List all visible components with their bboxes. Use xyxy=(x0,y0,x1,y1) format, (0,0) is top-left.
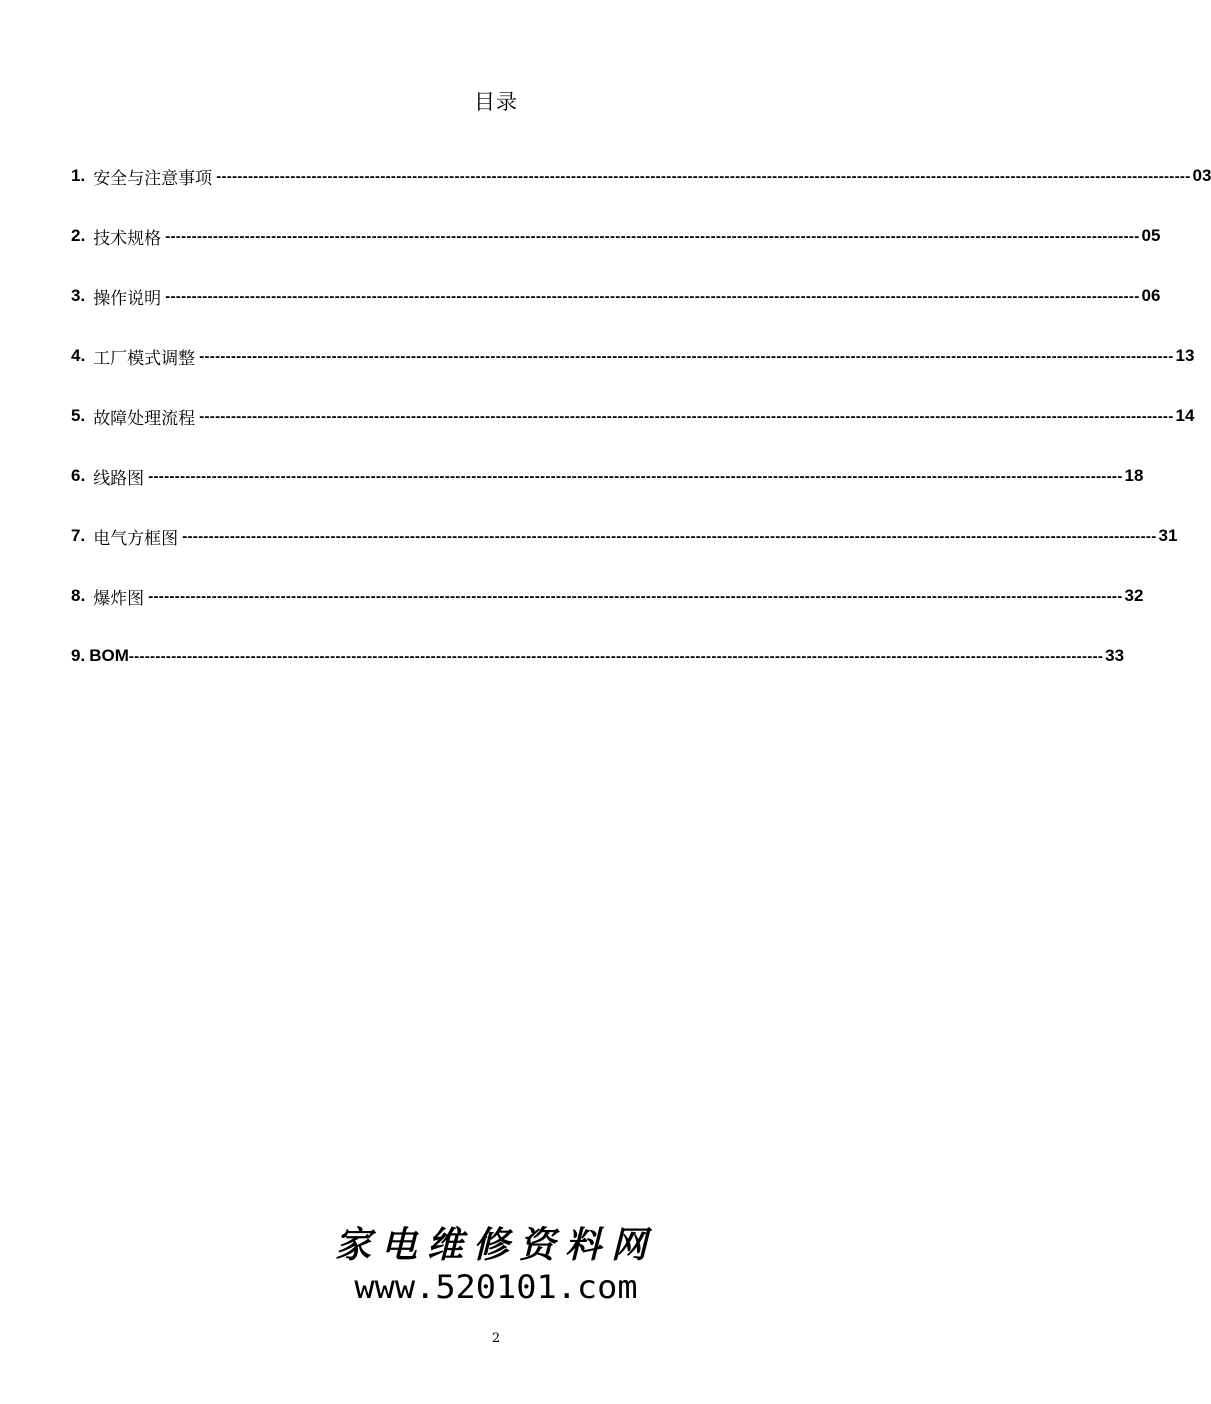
toc-entry-number: 2. xyxy=(71,226,86,245)
toc-entry-number: 4. xyxy=(71,346,86,365)
toc-entry-page: 33 xyxy=(1105,646,1125,665)
toc-entry-number: 9. xyxy=(71,646,86,665)
toc-entry-page: 03 xyxy=(1192,166,1211,185)
toc-entry-7[interactable] xyxy=(71,524,1178,549)
toc-entry-number: 6. xyxy=(71,466,86,485)
site-watermark xyxy=(0,1222,992,1306)
toc-entry-title: 安全与注意事项 xyxy=(93,168,213,189)
toc-entry-4[interactable] xyxy=(71,344,1195,369)
toc-entry-title: 操作说明 xyxy=(93,288,162,309)
toc-entry-title: 技术规格 xyxy=(93,228,162,249)
watermark-site-url: www.520101.com xyxy=(354,1268,638,1306)
toc-dot-leader: ---------------------------------------------------------------------------------------------------------------------------------------------------------------------------------------- xyxy=(199,407,1174,425)
toc-dot-leader: ---------------------------------------------------------------------------------------------------------------------------------------------------------------------------------------- xyxy=(182,527,1157,545)
toc-entry-title: 故障处理流程 xyxy=(93,408,196,429)
toc-dot-leader: ---------------------------------------------------------------------------------------------------------------------------------------------------------------------------------------- xyxy=(165,227,1140,245)
toc-entry-title: 线路图 xyxy=(93,468,145,489)
toc-entry-number: 1. xyxy=(71,166,86,185)
toc-entry-page: 06 xyxy=(1141,286,1161,305)
toc-entry-page: 31 xyxy=(1158,526,1178,545)
toc-dot-leader: ---------------------------------------------------------------------------------------------------------------------------------------------------------------------------------------- xyxy=(199,347,1174,365)
toc-entry-page: 05 xyxy=(1141,226,1161,245)
toc-entry-title: 爆炸图 xyxy=(93,588,145,609)
toc-entry-page: 13 xyxy=(1175,346,1195,365)
toc-entry-8[interactable] xyxy=(71,584,1144,609)
toc-dot-leader: ---------------------------------------------------------------------------------------------------------------------------------------------------------------------------------------- xyxy=(128,647,1104,665)
toc-dot-leader: ---------------------------------------------------------------------------------------------------------------------------------------------------------------------------------------- xyxy=(148,467,1123,485)
toc-entry-page: 18 xyxy=(1124,466,1144,485)
toc-dot-leader: ---------------------------------------------------------------------------------------------------------------------------------------------------------------------------------------- xyxy=(148,587,1123,605)
toc-entry-number: 5. xyxy=(71,406,86,425)
toc-dot-leader: ---------------------------------------------------------------------------------------------------------------------------------------------------------------------------------------- xyxy=(216,167,1191,185)
toc-entry-title: 电气方框图 xyxy=(93,528,179,549)
toc-entry-number: 3. xyxy=(71,286,86,305)
watermark-site-name: 家电维修资料网 xyxy=(334,1224,657,1266)
toc-entry-5[interactable] xyxy=(71,404,1195,429)
toc-entry-number: 8. xyxy=(71,586,86,605)
toc-entry-3[interactable] xyxy=(71,284,1161,309)
page-number: 2 xyxy=(491,1331,501,1346)
toc-entry-page: 14 xyxy=(1175,406,1195,425)
toc-entry-6[interactable] xyxy=(71,464,1144,489)
toc-entry-1[interactable] xyxy=(71,164,1211,189)
toc-entry-2[interactable] xyxy=(71,224,1161,249)
table-of-contents xyxy=(71,164,1211,704)
toc-dot-leader: ---------------------------------------------------------------------------------------------------------------------------------------------------------------------------------------- xyxy=(165,287,1140,305)
page-title: 目录 xyxy=(474,90,518,114)
toc-entry-title: 工厂模式调整 xyxy=(93,348,196,369)
toc-entry-page: 32 xyxy=(1124,586,1144,605)
toc-entry-number: 7. xyxy=(71,526,86,545)
toc-entry-9[interactable] xyxy=(71,644,1125,668)
toc-entry-title: BOM xyxy=(89,646,129,665)
